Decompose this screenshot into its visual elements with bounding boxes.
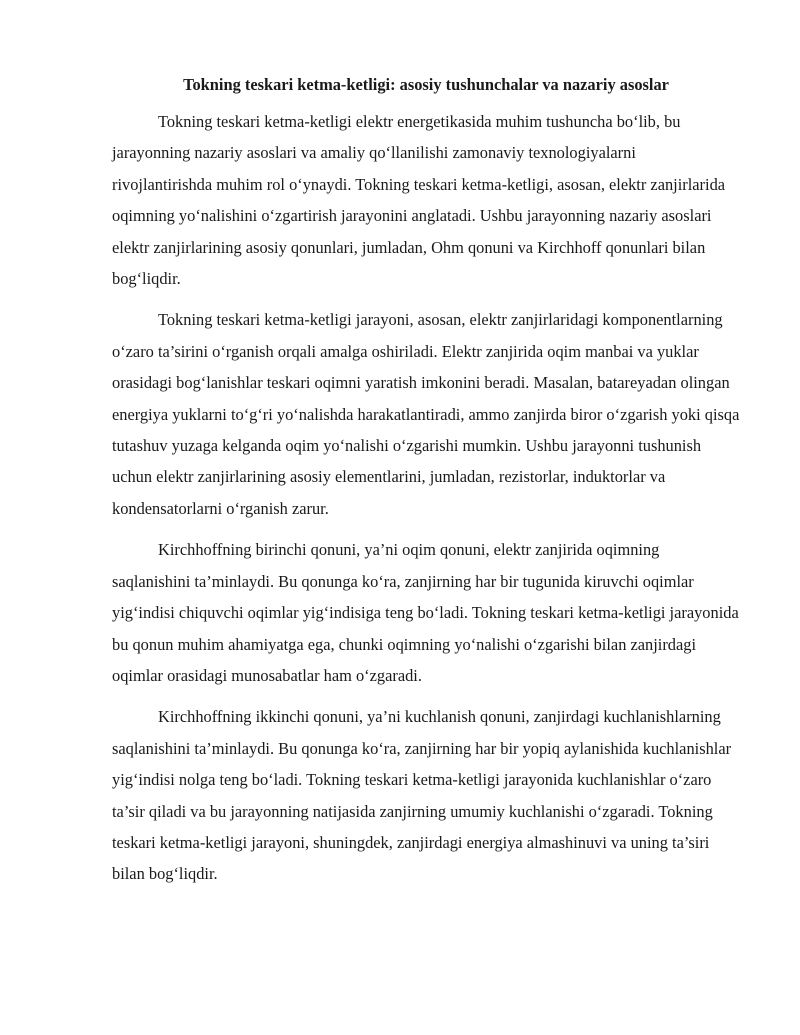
paragraph-1: Tokning teskari ketma-ketligi elektr energetikasida muhim tushuncha bo‘lib, bu jarayonning nazariy asoslari va amaliy qo‘llanilishi zamonaviy texnologiyalarni rivojlantirishda muhim rol o‘ynaydi. Tokning teskari ketma-ketligi, asosan, elektr zanjirlarida oqimning yo‘nalishini o‘zgartirish jarayonini anglatadi. Ushbu jarayonning nazariy asoslari elektr zanjirlarining asosiy qonunlari, jumladan, Ohm qonuni va Kirchhoff qonunlari bilan bog‘liqdir. [112, 112, 726, 289]
document-title: Tokning teskari ketma-ketligi: asosiy tushunchalar va nazariy asoslar [183, 75, 669, 94]
paragraph-3: Kirchhoffning birinchi qonuni, ya’ni oqim qonuni, elektr zanjirida oqimning saqlanishini ta’minlaydi. Bu qonunga ko‘ra, zanjirning har bir tugunida kiruvchi oqimlar yig‘indisi chiquvchi oqimlar yig‘indisiga teng bo‘ladi. Tokning teskari ketma-ketligi jarayonida bu qonun muhim ahamiyatga ega, chunki oqimning yo‘nalishi o‘zgarishi bilan zanjirdagi oqimlar orasidagi munosabatlar ham o‘zgaradi. [112, 540, 739, 685]
paragraph-2: Tokning teskari ketma-ketligi jarayoni, asosan, elektr zanjirlaridagi komponentlarning o‘zaro ta’sirini o‘rganish orqali amalga oshiriladi. Elektr zanjirida oqim manbai va yuklar orasidagi bog‘lanishlar teskari oqimni yaratish imkonini beradi. Masalan, batareyadan olingan energiya yuklarni to‘g‘ri yo‘nalishda harakatlantiradi, ammo zanjirda biror o‘zgarish yoki qisqa tutashuv yuzaga kelganda oqim yo‘nalishi o‘zgarishi mumkin. Ushbu jarayonni tushunish uchun elektr zanjirlarining asosiy elementlarini, jumladan, rezistorlar, induktorlar va kondensatorlarni o‘rganish zarur. [112, 310, 740, 518]
document-page [112, 74, 740, 900]
paragraph-4: Kirchhoffning ikkinchi qonuni, ya’ni kuchlanish qonuni, zanjirdagi kuchlanishlarning saqlanishini ta’minlaydi. Bu qonunga ko‘ra, zanjirning har bir yopiq aylanishida kuchlanishlar yig‘indisi nolga teng bo‘ladi. Tokning teskari ketma-ketligi jarayonida kuchlanishlar o‘zaro ta’sir qiladi va bu jarayonning natijasida zanjirning umumiy kuchlanishi o‘zgaradi. Tokning teskari ketma-ketligi jarayoni, shuningdek, zanjirdagi energiya almashinuvi va uning ta’siri bilan bog‘liqdir. [112, 707, 732, 884]
